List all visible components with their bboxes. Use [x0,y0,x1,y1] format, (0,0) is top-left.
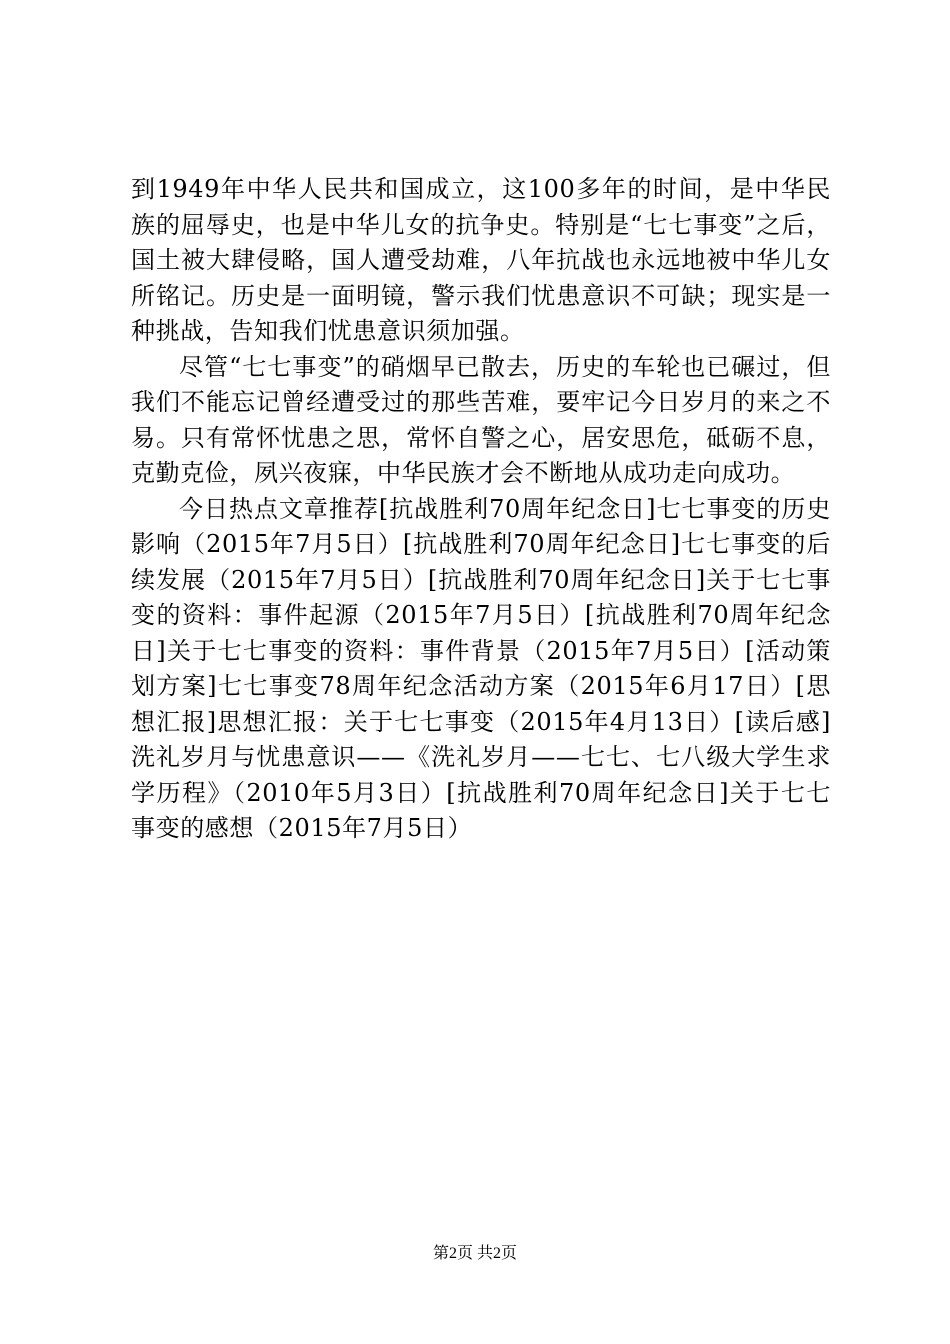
page-footer [0,1244,950,1264]
paragraph-2: 尽管“七七事变”的硝烟早已散去，历史的车轮也已碾过，但我们不能忘记曾经遭受过的那些苦难，要牢记今日岁月的来之不易。只有常怀忧患之思，常怀自警之心，居安思危，砥砺不息，克勤克俭，夙兴夜寐，中华民族才会不断地从成功走向成功。 [131,352,831,487]
paragraph-1: 到1949年中华人民共和国成立，这100多年的时间，是中华民族的屈辱史，也是中华儿女的抗争史。特别是“七七事变”之后，国土被大肆侵略，国人遭受劫难，八年抗战也永远地被中华儿女所铭记。历史是一面明镜，警示我们忧患意识不可缺；现实是一种挑战，告知我们忧患意识须加强。 [131,175,831,345]
paragraph-3-recommended-articles: 今日热点文章推荐[抗战胜利70周年纪念日]七七事变的历史影响（2015年7月5日）[抗战胜利70周年纪念日]七七事变的后续发展（2015年7月5日）[抗战胜利70周年纪念日]关于七七事变的资料：事件起源（2015年7月5日）[抗战胜利70周年纪念日]关于七七事变的资料：事件背景（2015年7月5日）[活动策划方案]七七事变78周年纪念活动方案（2015年6月17日）[思想汇报]思想汇报：关于七七事变（2015年4月13日）[读后感]洗礼岁月与忧患意识——《洗礼岁月——七七、七八级大学生求学历程》（2010年5月3日）[抗战胜利70周年纪念日]关于七七事变的感想（2015年7月5日） [131,494,831,842]
body-text [131,172,831,847]
page-number-label: 第2页 共2页 [432,1245,517,1262]
